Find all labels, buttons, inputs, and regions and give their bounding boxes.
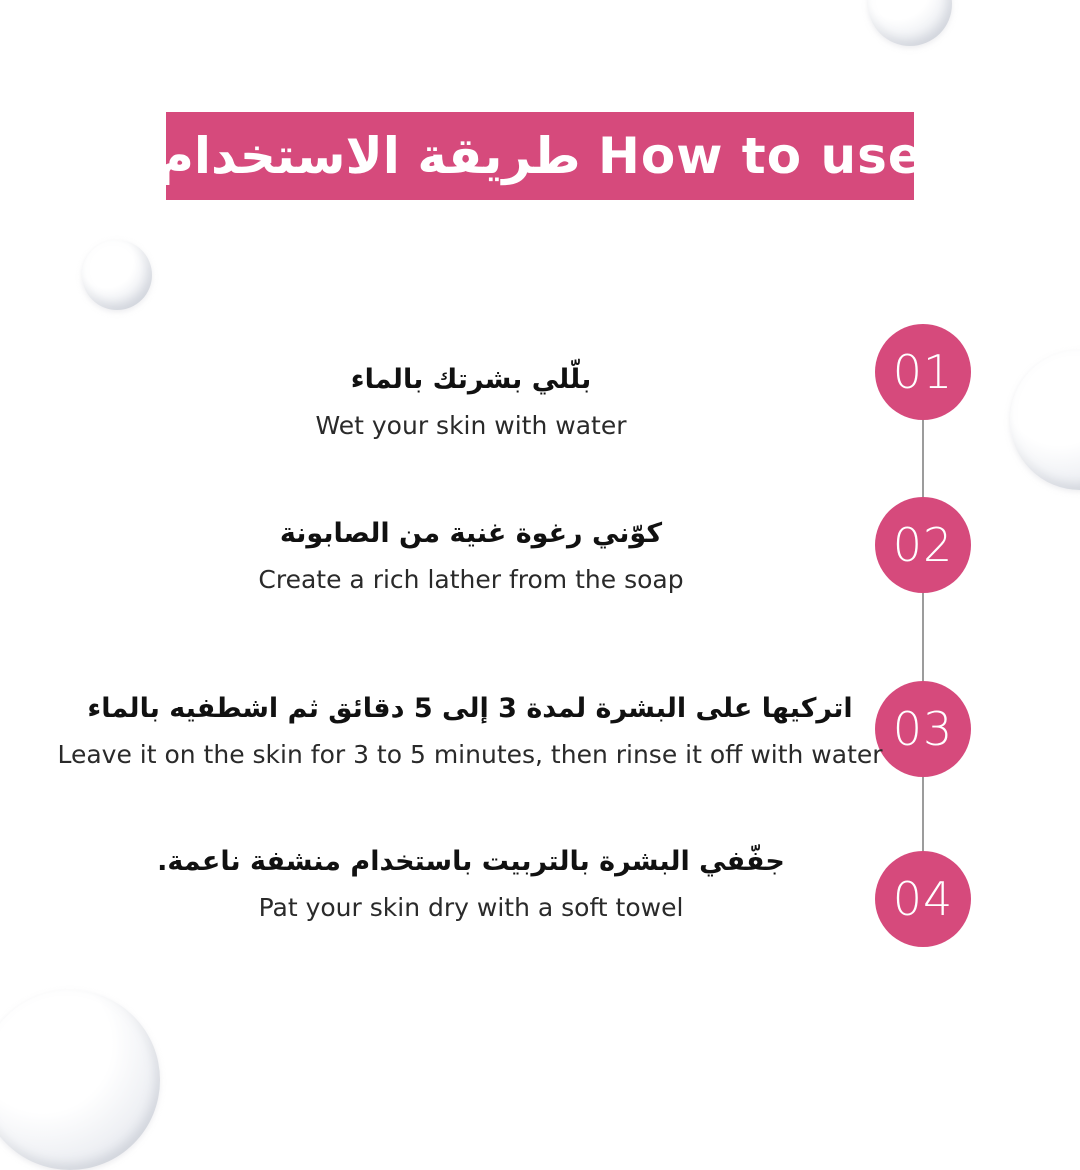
step-english-text: Create a rich lather from the soap — [258, 565, 684, 594]
step-arabic-text: جفّفي البشرة بالتربيت باستخدام منشفة ناعمة. — [157, 846, 785, 877]
step-item — [40, 360, 902, 446]
step-arabic-text: بلّلي بشرتك بالماء — [350, 364, 592, 395]
bubble-decoration-right — [1010, 350, 1080, 490]
timeline-line — [922, 410, 924, 890]
step-item — [40, 842, 902, 928]
step-english-text: Wet your skin with water — [315, 411, 627, 440]
step-number-badge: 02 — [875, 497, 971, 593]
step-number-badge: 01 — [875, 324, 971, 420]
step-number-badge: 03 — [875, 681, 971, 777]
step-arabic-text: اتركيها على البشرة لمدة 3 إلى 5 دقائق ثم اشطفيه بالماء — [87, 693, 853, 724]
step-number-badge: 04 — [875, 851, 971, 947]
step-english-text: Pat your skin dry with a soft towel — [258, 893, 684, 922]
page-title: طريقة الاستخدام How to use — [157, 127, 923, 185]
step-item — [30, 689, 910, 775]
title-banner — [157, 112, 923, 200]
bubble-decoration-bottom-left — [0, 990, 160, 1170]
step-arabic-text: كوّني رغوة غنية من الصابونة — [279, 518, 663, 549]
step-item — [40, 514, 902, 600]
bubble-decoration-left — [82, 240, 152, 310]
step-english-text: Leave it on the skin for 3 to 5 minutes, then rinse it off with water — [57, 740, 883, 769]
bubble-decoration-top-right — [868, 0, 952, 46]
